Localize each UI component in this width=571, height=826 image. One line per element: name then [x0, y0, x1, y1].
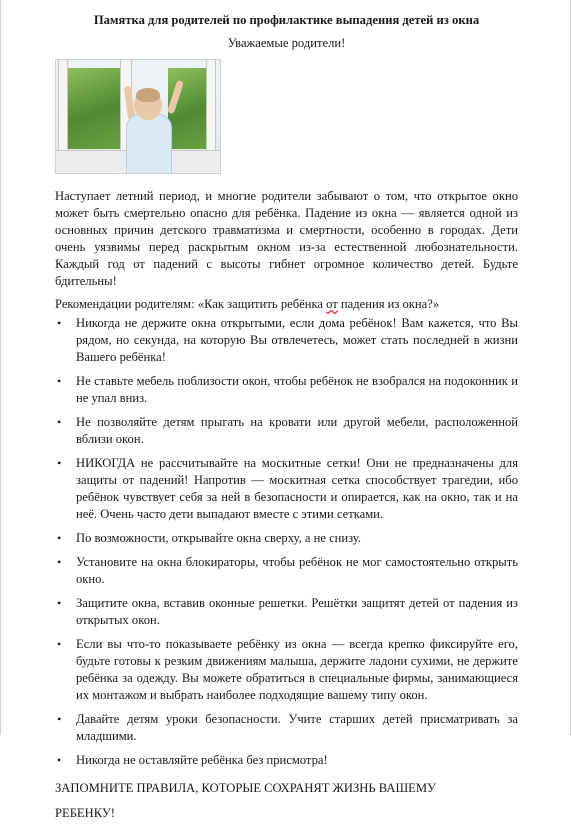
bullet-icon: •	[57, 415, 62, 429]
recommendations-heading: Рекомендации родителям: «Как защитить ребёнка от падения из окна?»	[55, 297, 440, 311]
bullet-icon: •	[57, 596, 62, 610]
bullet-icon: •	[57, 712, 62, 726]
bullet-icon: •	[57, 531, 62, 545]
closing-line-2: РЕБЕНКУ!	[55, 806, 115, 820]
list-item: • По возможности, открывайте окна сверху, а не снизу.	[57, 531, 362, 545]
bullet-icon: •	[57, 316, 62, 330]
list-item: • Никогда не оставляйте ребёнка без присмотра!	[57, 753, 328, 767]
list-item: • Защитите окна, вставив оконные решетки. Решётки защитят детей от падения из открытых окон.	[57, 596, 518, 627]
bullet-icon: •	[57, 456, 62, 470]
spellcheck-word: от	[326, 297, 338, 311]
bullet-icon: •	[57, 374, 62, 388]
bullet-icon: •	[57, 753, 62, 767]
recommendations-list	[55, 315, 518, 769]
list-item: • Никогда не держите окна открытыми, если дома ребёнок! Вам кажется, что Вы рядом, но секунда, на которую Вы отвлечетесь, может стать последней в жизни Вашего ребёнка!	[57, 316, 518, 364]
document-title: Памятка для родителей по профилактике выпадения детей из окна	[93, 13, 480, 27]
list-item: • Не ставьте мебель поблизости окон, чтобы ребёнок не взобрался на подоконник и не упал вниз.	[57, 374, 518, 405]
list-item: • Установите на окна блокираторы, чтобы ребёнок не мог самостоятельно открыть окно.	[57, 555, 518, 586]
list-item: • Не позволяйте детям прыгать на кровати или другой мебели, расположенной вблизи окон.	[57, 415, 518, 446]
list-item: • НИКОГДА не рассчитывайте на москитные сетки! Они не предназначены для защиты от падений! Напротив — москитная сетка способствует трагедии, ибо ребёнок чувствует себя за ней в безопасности и опирается, как на окно, так и на неё. Очень часто дети выпадают вместе с этими сетками.	[57, 456, 518, 521]
child-at-window-photo	[55, 59, 221, 174]
list-item: • Если вы что-то показываете ребёнку из окна — всегда крепко фиксируйте его, будьте готовы к резким движениям малыша, держите ладони сухими, не держите ребёнка за одежду. Вы можете обратиться в специальные фирмы, занимающиеся их монтажом и выбрать наиболее подходящие вашему типу окон.	[57, 637, 518, 702]
bullet-icon: •	[57, 637, 62, 651]
greeting: Уважаемые родители!	[227, 36, 346, 50]
closing-line-1: ЗАПОМНИТЕ ПРАВИЛА, КОТОРЫЕ СОХРАНЯТ ЖИЗНЬ ВАШЕМУ	[55, 781, 436, 795]
bullet-icon: •	[57, 555, 62, 569]
closing-statement	[55, 776, 518, 826]
list-item: • Давайте детям уроки безопасности. Учите старших детей присматривать за младшими.	[57, 712, 518, 743]
intro-paragraph: Наступает летний период, и многие родители забывают о том, что открытое окно может быть смертельно опасно для ребёнка. Падение из окна — является одной из основных причин детского травматизма и смертности, особенно в городах. Дети очень уязвимы перед раскрытым окном из-за естественной любознательности. Каждый год от падений с высоты гибнет огромное количество детей. Будьте бдительны!	[55, 189, 518, 288]
